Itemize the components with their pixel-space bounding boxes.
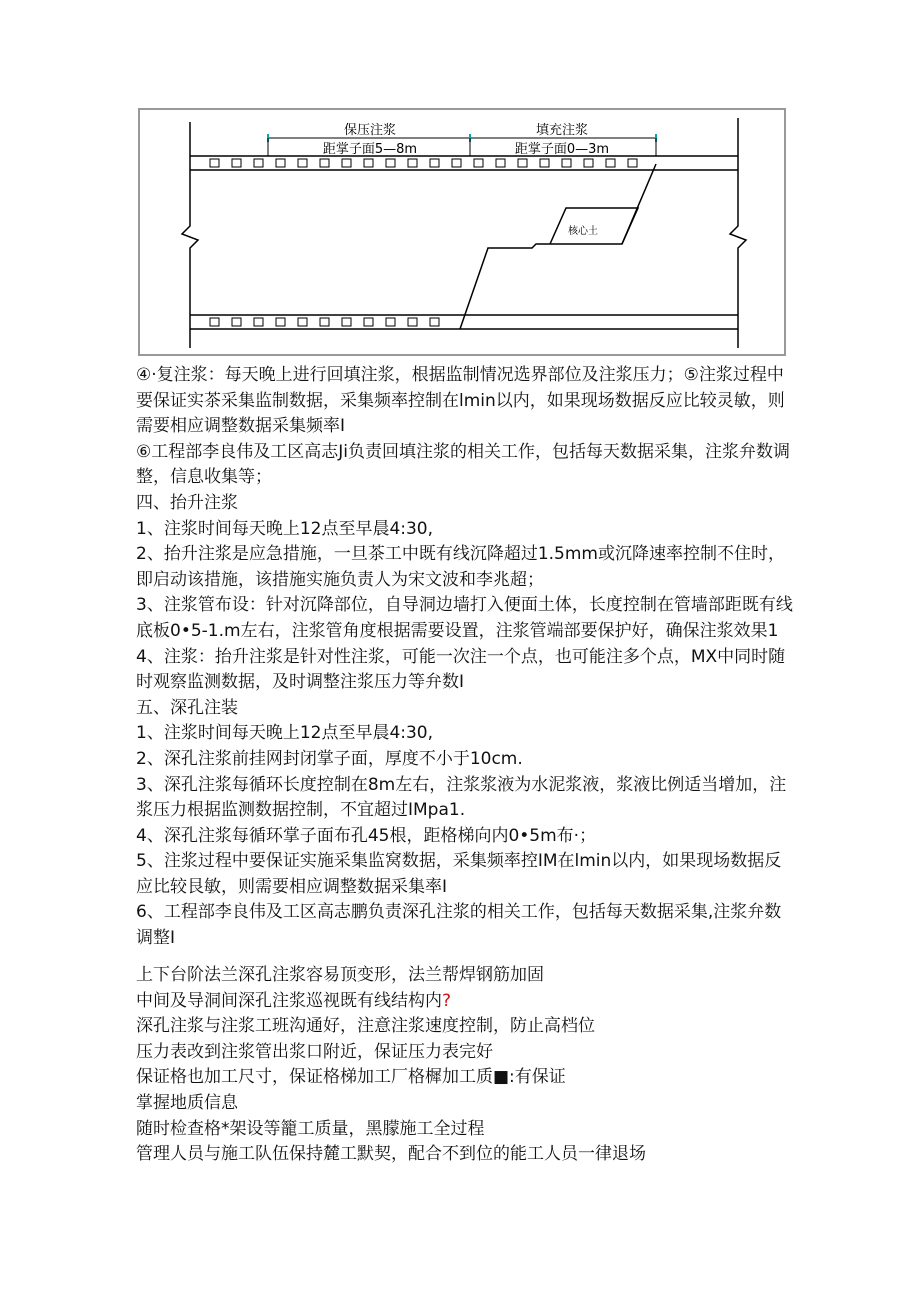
label-distance-left: 距掌子面5—8m [322, 142, 418, 157]
notes-list [136, 963, 796, 1168]
body-text [136, 363, 796, 952]
paragraph: 3、深孔注浆每循环长度控制在8m左右，注浆浆液为水泥浆液，浆液比例适当增加，注浆压力根据监测数据控制，不宜超过IMpa1. [136, 774, 787, 821]
paragraph: ④·复注浆：每天晚上进行回填注浆，根据监制情况选界部位及注浆压力；⑤注浆过程中要保证实茶采集监制数据，采集频率控制在lmin以内，如果现场数据反应比较灵敏，则需要相应调整数据采集频率I [136, 365, 785, 437]
note: 上下台阶法兰深孔注浆容易顶变形，法兰帮焊钢筋加固 [136, 965, 544, 985]
label-distance-right: 距掌子面0—3m [514, 142, 610, 157]
note: 掌握地质信息 [136, 1092, 238, 1113]
label-holding-grouting: 保压注浆 [343, 123, 397, 138]
note: 压力表改到注浆管出浆口附近，保证压力表完好 [136, 1041, 493, 1062]
paragraph: 2、深孔注浆前挂网封闭掌子面，厚度不小于10cm. [136, 748, 523, 769]
paragraph: 1、注浆时间每天晚上12点至早晨4:30, [136, 518, 434, 539]
paragraph: 3、注浆管布设：针对沉降部位，自导洞边墙打入便面土体，长度控制在管墙部距既有线底板0•5-1.m左右，注浆管角度根据需要设置，注浆管端部要保护好，确保注浆效果1 [136, 595, 793, 641]
paragraph: ⑥工程部李良伟及工区高志Ji负责回填注浆的相关工作，包括每天数据采集，注浆弁数调整，信息收集等； [136, 441, 790, 488]
grouting-diagram [138, 108, 786, 356]
note: 随时检查格*架设等籠工质量，黑朦施工全过程 [136, 1118, 485, 1139]
note: 保证格也加工尺寸，保证格梯加工厂格樨加工质■:有保证 [136, 1067, 566, 1088]
label-filling-grouting: 填充注浆 [535, 123, 589, 138]
question-mark: ? [442, 990, 452, 1011]
note: 管理人员与施工队伍保持麓工默契，配合不到位的能工人员一律退场 [136, 1144, 646, 1165]
section-heading: 四、抬升注浆 [136, 492, 238, 513]
section-heading: 五、深孔注装 [136, 697, 238, 718]
paragraph: 5、注浆过程中要保证实施采集监窝数据，采集频率控IM在lmin以内，如果现场数据反应比较艮敏，则需要相应调整数据采集率I [136, 851, 782, 897]
label-core-soil: 核心土 [568, 226, 598, 237]
paragraph: 1、注浆时间每天晚上12点至早晨4:30, [136, 723, 434, 744]
note: 中间及导洞间深孔注浆巡视既有线结构内? [136, 990, 452, 1011]
note: 深孔注浆与注浆工班沟通好，注意注浆速度控制，防止高档位 [136, 1016, 595, 1037]
paragraph: 4、注浆：抬升注浆是针对性注浆，可能一次注一个点，也可能注多个点，MX中同时随时观察监测数据，及时调整注浆压力等弁数I [136, 646, 786, 693]
paragraph: 2、抬升注浆是应急措施，一旦茶工中既有线沉降超过1.5mm或沉降速率控制不住时，即启动该措施，该措施实施负责人为宋文波和李兆超； [136, 544, 785, 590]
paragraph: 4、深孔注浆每循环掌子面布孔45根，距格梯向内0•5m布·； [136, 825, 597, 846]
paragraph: 6、工程部李良伟及工区高志鹏负责深孔注浆的相关工作，包括每天数据采集,注浆弁数调整I [136, 902, 782, 949]
